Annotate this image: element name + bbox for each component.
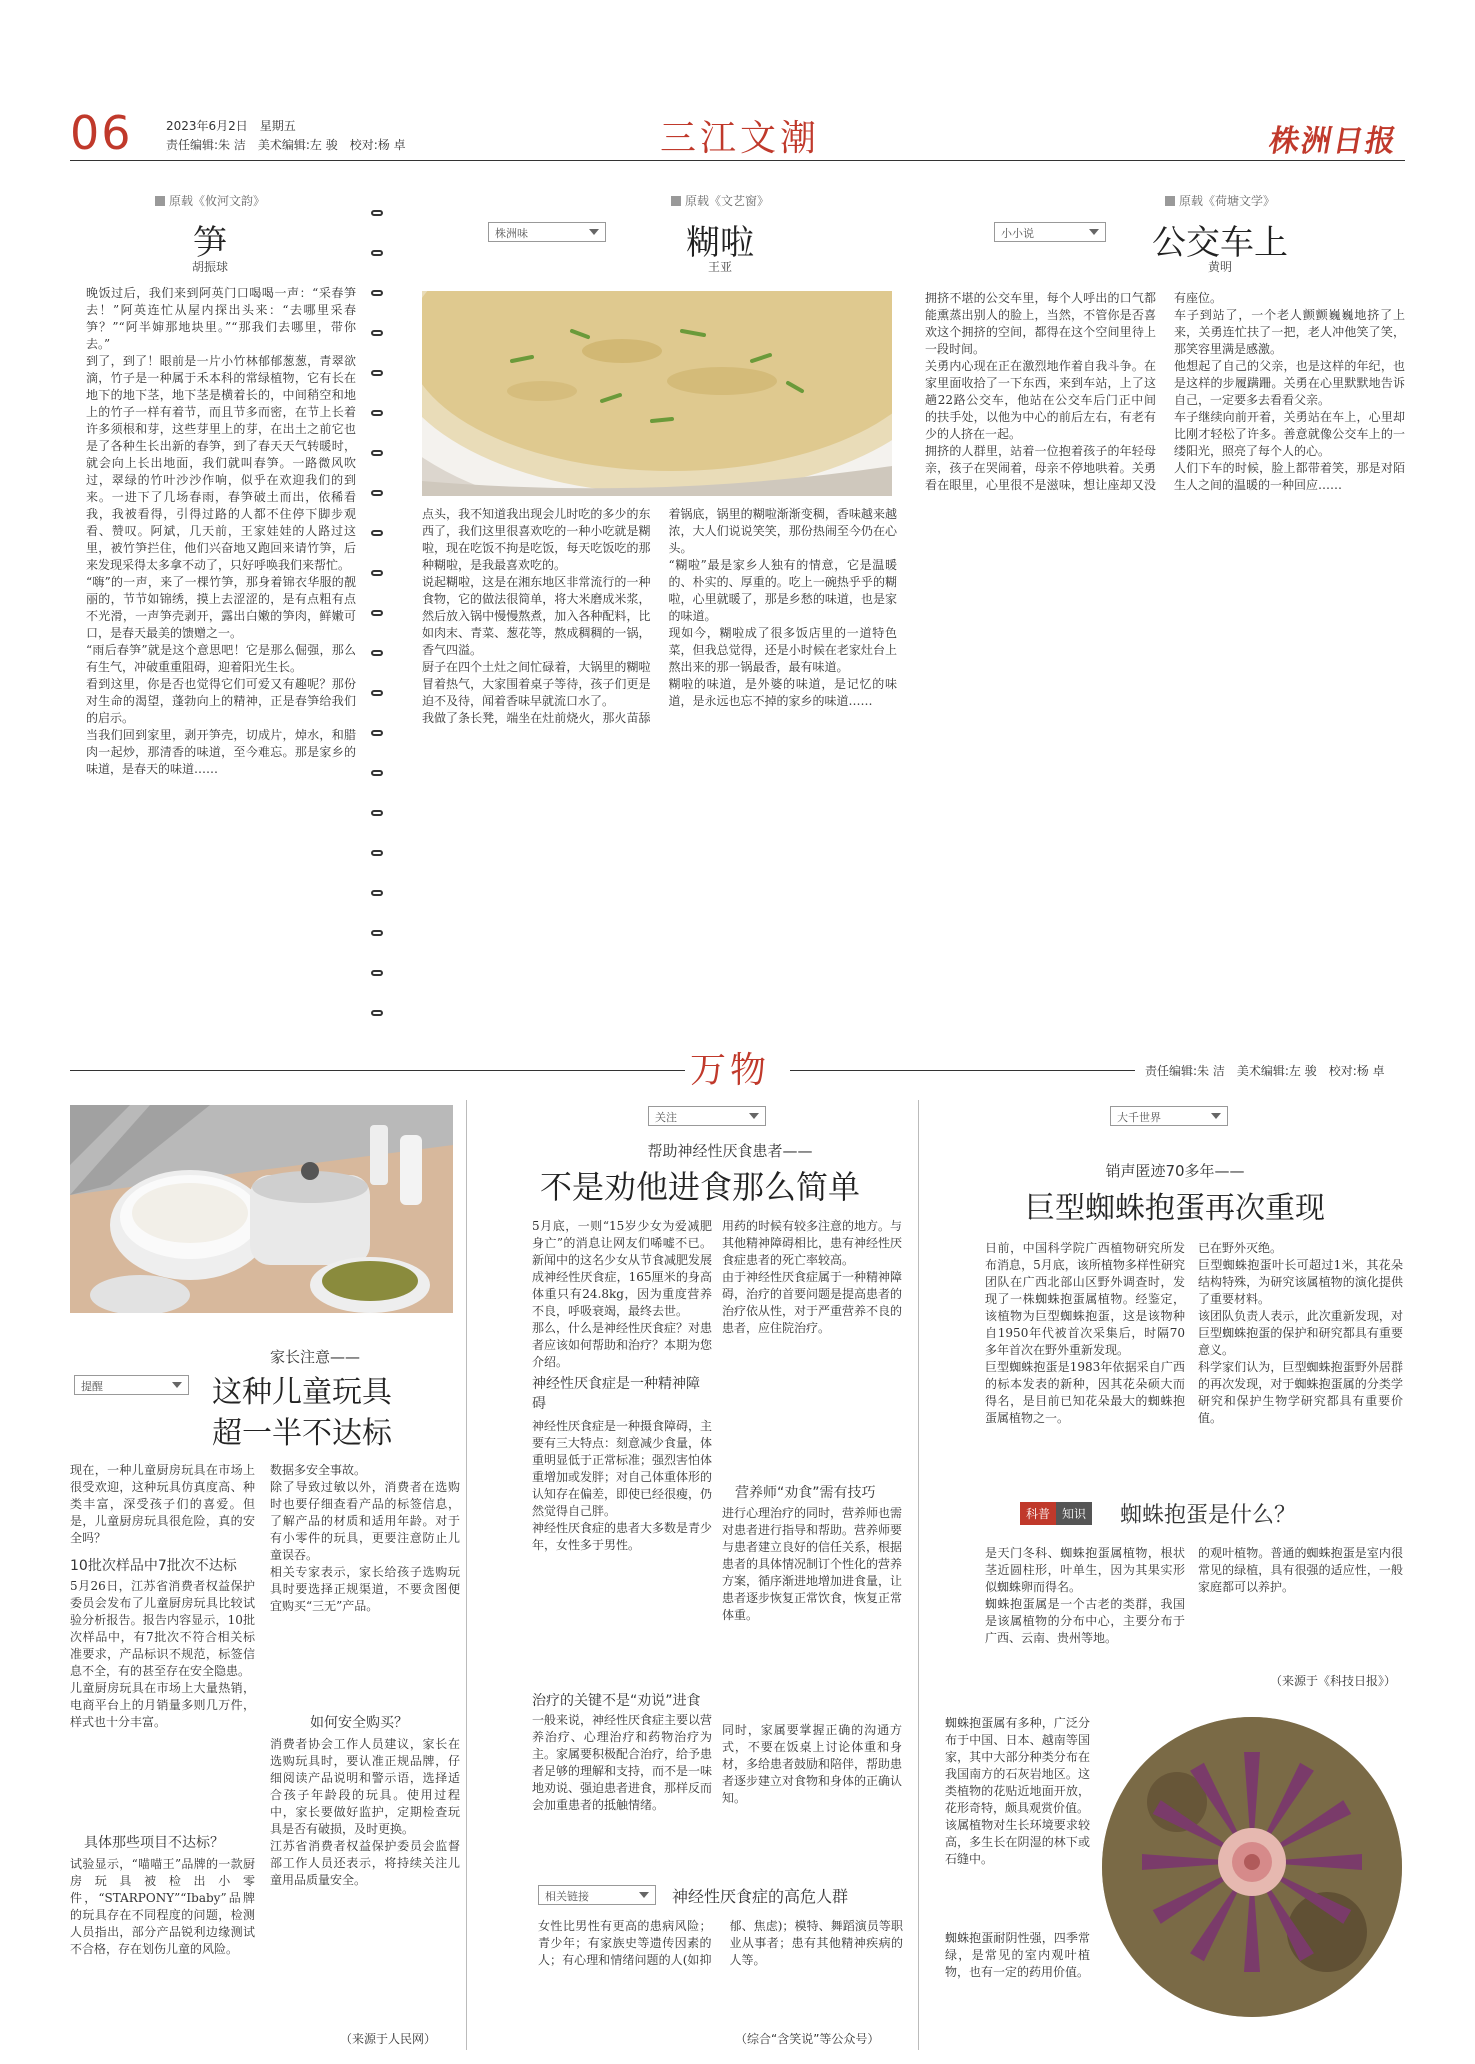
binding-ring-icon — [371, 890, 383, 896]
section-title: 三江文潮 — [660, 118, 821, 159]
toy-kitchen-photo — [70, 1105, 453, 1313]
col1-author: 胡振球 — [191, 260, 228, 274]
nerve-tag: 关注 — [648, 1106, 766, 1126]
col3-body: 拥挤不堪的公交车里，每个人呼出的口气都能熏蒸出别人的脸上，当然，不管你是否喜欢这个拥挤的空间，都得在这个空间里待上一段时间。 关勇内心现在正在激烈地作着自我斗争。在家里面收拾了一下东西，来到车站，上了这趟22路公交车，他站在公交车后门正中间的扶手处，以他为中心的前后左右，有老有少的人挤在一起。 拥挤的人群里，站着一位抱着孩子的年轻母亲，孩子在哭闹着，母亲不停地哄着。关勇看在眼里，心里很不是滋味，想让座却又没有座位。 车子到站了，一个老人颤颤巍巍地挤了上来，关勇连忙扶了一把，老人冲他笑了笑，那笑容里满是感激。 他想起了自己的父亲，也是这样的年纪，也是这样的步履蹒跚。关勇在心里默默地告诉自己，一定要多去看看父亲。 车子继续向前开着，关勇站在车上，心里却比刚才轻松了许多。善意就像公交车上的一缕阳光，照亮了每个人的心。 人们下车的时候，脸上都带着笑，那是对陌生人之间的温暖的一种回应…… — [925, 291, 1405, 492]
section2-rule-left — [70, 1070, 685, 1071]
binding-ring-icon — [371, 930, 383, 936]
nerve-body-3: 一般来说，神经性厌食症主要以营养治疗、心理治疗和药物治疗为主。家属要积极配合治疗，给予患者足够的理解和支持，而不是一味地劝说、强迫患者进食，那样反而会加重患者的抵触情绪。 — [532, 1713, 712, 1812]
toy-body-5: 消费者协会工作人员建议，家长在选购玩具时，要认准正规品牌，仔细阅读产品说明和警示语，选择适合孩子年龄段的玩具。使用过程中，家长要做好监护，定期检查玩具是否有破损，及时更换。 江苏省消费者权益保护委员会监督部工作人员还表示，将持续关注儿童用品质量安全。 — [270, 1737, 460, 1887]
nerve-intro: 5月底，一则“15岁少女为爱减肥身亡”的消息让网友们唏嘘不已。新闻中的这名少女从节食减肥发展成神经性厌食症，165厘米的身高体重只有24.8kg，因为重度营养不良，呼吸衰竭，最终去世。 那么，什么是神经性厌食症？对患者应该如何帮助和治疗？本期为您介绍。 — [532, 1219, 712, 1368]
binding-ring-icon — [371, 450, 383, 456]
spider-tag: 大千世界 — [1110, 1106, 1228, 1126]
nerve-body-4: 用药的时候有较多注意的地方。与其他精神障碍相比，患有神经性厌食症患者的死亡率较高。 由于神经性厌食症属于一种精神障碍，治疗的首要问题是提高患者的治疗依从性，对于严重营养不良的患者，应住院治疗。 — [722, 1219, 902, 1335]
binding-ring-icon — [371, 490, 383, 496]
nerve-source: （综合“含笑说”等公众号） — [735, 2032, 880, 2046]
col2-column-label: 原载《文艺窗》 — [620, 192, 820, 209]
sci-label-grey: 知识 — [1056, 1502, 1092, 1525]
toy-subhead-2: 具体那些项目不达标？ — [84, 1835, 224, 1851]
divider — [466, 1100, 467, 2050]
binding-ring-icon — [371, 770, 383, 776]
section2-title: 万物 — [690, 1050, 771, 1091]
col1-column-label: 原载《攸河文韵》 — [100, 192, 320, 209]
binding-ring-icon — [371, 570, 383, 576]
square-icon — [1165, 196, 1175, 206]
nerve-subhead-1: 神经性厌食症是一种精神障碍 — [532, 1376, 700, 1412]
spider-kicker: 销声匿迹70多年—— — [1105, 1162, 1245, 1180]
toy-title-line2: 超一半不达标 — [212, 1416, 392, 1451]
spider-source: （来源于《科技日报》） — [1270, 1674, 1397, 1688]
nerve-related-title: 神经性厌食症的高危人群 — [672, 1887, 849, 1906]
col3-author: 黄明 — [1207, 260, 1232, 274]
nerve-body-6: 同时，家属要掌握正确的沟通方式，不要在饭桌上讨论体重和身材，多给患者鼓励和陪伴，帮助患者逐步建立对食物和身体的正确认知。 — [722, 1723, 902, 1805]
col2-body: 点头，我不知道我出现会儿时吃的多少的东西了，我们这里很喜欢吃的一种小吃就是糊啦，现在吃饭不拘是吃饭，每天吃饭吃的那种糊啦，是我最喜欢吃的。 说起糊啦，这是在湘东地区非常流行的一种食物，它的做法很简单，将大米磨成米浆，然后放入锅中慢慢熬煮，加入各种配料，比如肉末、青菜、葱花等，熬成稠稠的一锅，香气四溢。 厨子在四个土灶之间忙碌着，大锅里的糊啦冒着热气，大家围着桌子等待，孩子们更是迫不及待，闻着香味早就流口水了。 我做了条长凳，端坐在灶前烧火，那火苗舔着锅底，锅里的糊啦渐渐变稠，香味越来越浓，大人们说说笑笑，那份热闹至今仍在心头。 “糊啦”最是家乡人独有的情意，它是温暖的、朴实的、厚重的。吃上一碗热乎乎的糊啦，心里就暖了，那是乡愁的味道，也是家的味道。 现如今，糊啦成了很多饭店里的一道特色菜，但我总觉得，还是小时候在老家灶台上熬出来的那一锅最香，最有味道。 糊啦的味道，是外婆的味道，是记忆的味道，是永远也忘不掉的家乡的味道…… — [422, 507, 897, 725]
soup-photo — [422, 291, 892, 496]
spider-body-5: 蜘蛛抱蛋耐阴性强，四季常绿，是常见的室内观叶植物，也有一定的药用价值。 — [945, 1931, 1090, 1979]
spider-body-2: 已在野外灭绝。 巨型蜘蛛抱蛋叶长可超过1米，其花朵结构特殊，为研究该属植物的演化提供了重要材料。 该团队负责人表示，此次重新发现，对巨型蜘蛛抱蛋的保护和研究都具有重要意义。 科学家们认为，巨型蜘蛛抱蛋野外居群的再次发现，对于蜘蛛抱蛋属的分类学研究和保护生物学研究都具有重要价值。 — [1198, 1241, 1403, 1425]
binding-ring-icon — [371, 690, 383, 696]
sci-title: 蜘蛛抱蛋是什么？ — [1120, 1503, 1297, 1528]
binding-ring-icon — [371, 530, 383, 536]
binding-ring-icon — [371, 810, 383, 816]
binding-ring-icon — [371, 650, 383, 656]
spider-flower-photo — [1097, 1712, 1407, 2022]
binding-ring-icon — [371, 1010, 383, 1016]
col3-title: 公交车上 — [1152, 223, 1288, 263]
sci-label-red: 科普 — [1020, 1502, 1056, 1525]
col1-title: 笋 — [193, 223, 227, 263]
toy-kicker: 家长注意—— — [270, 1348, 361, 1366]
nerve-kicker: 帮助神经性厌食患者—— — [647, 1142, 813, 1160]
col2-title: 糊啦 — [686, 223, 754, 263]
nerve-body-5: 进行心理治疗的同时，营养师也需对患者进行指导和帮助。营养师要与患者建立良好的信任关系，根据患者的具体情况制订个性化的营养方案，循序渐进地增加进食量，让患者逐步恢复正常饮食，恢复正常体重。 — [722, 1506, 902, 1622]
header-rule — [70, 160, 1405, 161]
col2-tag: 株洲味 — [488, 222, 606, 242]
col2-author: 王亚 — [707, 260, 732, 274]
col3-column-label: 原载《荷塘文学》 — [1110, 192, 1330, 209]
newspaper-logo: 株洲日报 — [1266, 124, 1401, 159]
toy-body-2: 5月26日，江苏省消费者权益保护委员会发布了儿童厨房玩具比较试验分析报告。报告内容显示，10批次样品中，有7批次不符合相关标准要求，产品标识不规范，标签信息不全，有的甚至存在安全隐患。 儿童厨房玩具在市场上大量热销，电商平台上的月销量多则几万件，样式也十分丰富。 — [70, 1579, 255, 1729]
spider-body-3: 是天门冬科、蜘蛛抱蛋属植物，根状茎近圆柱形，叶单生，因为其果实形似蜘蛛卵而得名。 蜘蛛抱蛋属是一个古老的类群，我国是该属植物的分布中心，主要分布于广西、云南、贵州等地。 — [985, 1546, 1185, 1645]
divider — [918, 1100, 919, 2050]
binding-ring-icon — [371, 370, 383, 376]
col3-tag: 小小说 — [994, 222, 1106, 242]
nerve-subhead-2: 治疗的关键不是“劝说”进食 — [532, 1693, 701, 1709]
toy-tag: 提醒 — [74, 1375, 189, 1395]
toy-subhead-3: 如何安全购买？ — [310, 1715, 408, 1731]
toy-body-4: 数据多安全事故。 除了导致过敏以外，消费者在选购时也要仔细查看产品的标签信息，了解产品的材质和适用年龄。对于有小零件的玩具，更要注意防止儿童误吞。 相关专家表示，家长给孩子选购玩具时要选择正规渠道，不要贪图便宜购买“三无”产品。 — [270, 1463, 460, 1613]
toy-subhead-1: 10批次样品中7批次不达标 — [70, 1558, 237, 1574]
spider-body-6: 的观叶植物。普通的蜘蛛抱蛋是室内很常见的绿植，具有很强的适应性，一般家庭都可以养护。 — [1198, 1546, 1403, 1594]
spider-body-4: 蜘蛛抱蛋属有多种，广泛分布于中国、日本、越南等国家，其中大部分种类分布在我国南方的石灰岩地区。这类植物的花贴近地面开放，花形奇特，颇具观赏价值。 该属植物对生长环境要求较高，多生长在阴湿的林下或石缝中。 — [945, 1716, 1090, 1866]
toy-title-line1: 这种儿童玩具 — [212, 1375, 392, 1410]
binding-ring-icon — [371, 330, 383, 336]
toy-intro: 现在，一种儿童厨房玩具在市场上很受欢迎，这种玩具仿真度高、种类丰富，深受孩子们的喜爱。但是，儿童厨房玩具很危险，真的安全吗？ — [70, 1463, 255, 1545]
nerve-title: 不是劝他进食那么简单 — [539, 1168, 860, 1206]
binding-ring-icon — [371, 250, 383, 256]
spider-title: 巨型蜘蛛抱蛋再次重现 — [1025, 1191, 1325, 1226]
sci-label — [1020, 1502, 1092, 1524]
page-number: 06 — [70, 106, 133, 160]
square-icon — [155, 196, 165, 206]
header-editors: 责任编辑:朱 洁 美术编辑:左 骏 校对:杨 卓 — [166, 138, 406, 152]
binding-ring-icon — [371, 850, 383, 856]
nerve-related-body: 女性比男性有更高的患病风险；青少年；有家族史等遗传因素的人；有心理和情绪问题的人(如抑郁、焦虑)；模特、舞蹈演员等职业从事者；患有其他精神疾病的人等。 — [538, 1919, 903, 1967]
binding-ring-icon — [371, 210, 383, 216]
square-icon — [671, 196, 681, 206]
binding-ring-icon — [371, 290, 383, 296]
nerve-subhead-3: 营养师“劝食”需有技巧 — [735, 1485, 876, 1501]
toy-body-3: 试验显示，“喵喵王”品牌的一款厨房玩具被检出小零件，“STARPONY”“Ibaby”品牌的玩具存在不同程度的问题，检测人员指出，部分产品锐利边缘测试不合格，存在划伤儿童的风险。 — [70, 1857, 255, 1956]
col1-body: 晚饭过后，我们来到阿英门口喝喝一声：“采春笋去！”阿英连忙从屋内探出头来：“去哪里采春笋？”“阿半婶那地块里。”“那我们去哪里，带你去。” 到了，到了！眼前是一片小竹林郁郁葱葱，青翠欲滴，竹子是一种属于禾本科的常绿植物，它有长在地下的地下茎，地下茎是横着长的，中间稍空和地上的竹子一样有着节，而且节多而密，在节上长着许多须根和芽，这些芽里上的芽，在出土之前它也是了各种生长出新的春笋，到了春天天气转暖时，就会向上长出地面，我们就叫春笋。一路微风吹过，翠绿的竹叶沙沙作响，似乎在欢迎我们的到来。一进下了几场春雨，春笋破土而出，依稀看我，我被看得，引得过路的人都不住停下脚步观看、赞叹。阿斌，几天前，王家娃娃的人路过这里，被竹笋拦住，他们兴奋地又跑回来请竹笋，后来发现采得太多拿不动了，只好呼唤我们来帮忙。 “嗨”的一声，来了一棵竹笋，那身着锦衣华服的靓丽的，节节如锦绣，摸上去涩涩的，是有点粗有点不光滑，一声笋壳剥开，露出白嫩的笋肉，鲜嫩可口，是春天最美的馈赠之一。 “雨后春笋”就是这个意思吧！它是那么倔强，那么有生气，冲破重重阻碍，迎着阳光生长。 看到这里，你是否也觉得它们可爱又有趣呢？那份对生命的渴望，蓬勃向上的精神，正是春笋给我们的启示。 当我们回到家里，剥开笋壳，切成片，焯水，和腊肉一起炒，那清香的味道，至今难忘。那是家乡的味道，是春天的味道…… — [86, 286, 356, 776]
spider-intro: 日前，中国科学院广西植物研究所发布消息，5月底，该所植物多样性研究团队在广西北部山区野外调查时，发现了一株蜘蛛抱蛋属植物。经鉴定，该植物为巨型蜘蛛抱蛋，这是该物种自1950年代被首次采集后，时隔70多年首次在野外重新发现。 巨型蜘蛛抱蛋是1983年依据采自广西的标本发表的新种，因其花朵硕大而得名，是目前已知花朵最大的蜘蛛抱蛋属植物之一。 — [985, 1241, 1185, 1425]
toy-source: （来源于人民网） — [340, 2032, 437, 2046]
binding-ring-icon — [371, 730, 383, 736]
binding-ring-icon — [371, 970, 383, 976]
header-date: 2023年6月2日 星期五 — [166, 119, 296, 133]
binding-ring-icon — [371, 610, 383, 616]
nerve-related-tag: 相关链接 — [538, 1885, 656, 1905]
binding-ring-icon — [371, 410, 383, 416]
nerve-body-2: 神经性厌食症是一种摄食障碍，主要有三大特点：刻意减少食量，体重明显低于正常标准；强烈害怕体重增加或发胖；对自己体重体形的认知存在偏差，即使已经很瘦，仍然觉得自己胖。 神经性厌食症的患者大多数是青少年，女性多于男性。 — [532, 1419, 712, 1552]
section2-rule-right — [790, 1070, 1135, 1071]
section2-editors: 责任编辑:朱 洁 美术编辑:左 骏 校对:杨 卓 — [1145, 1064, 1385, 1078]
